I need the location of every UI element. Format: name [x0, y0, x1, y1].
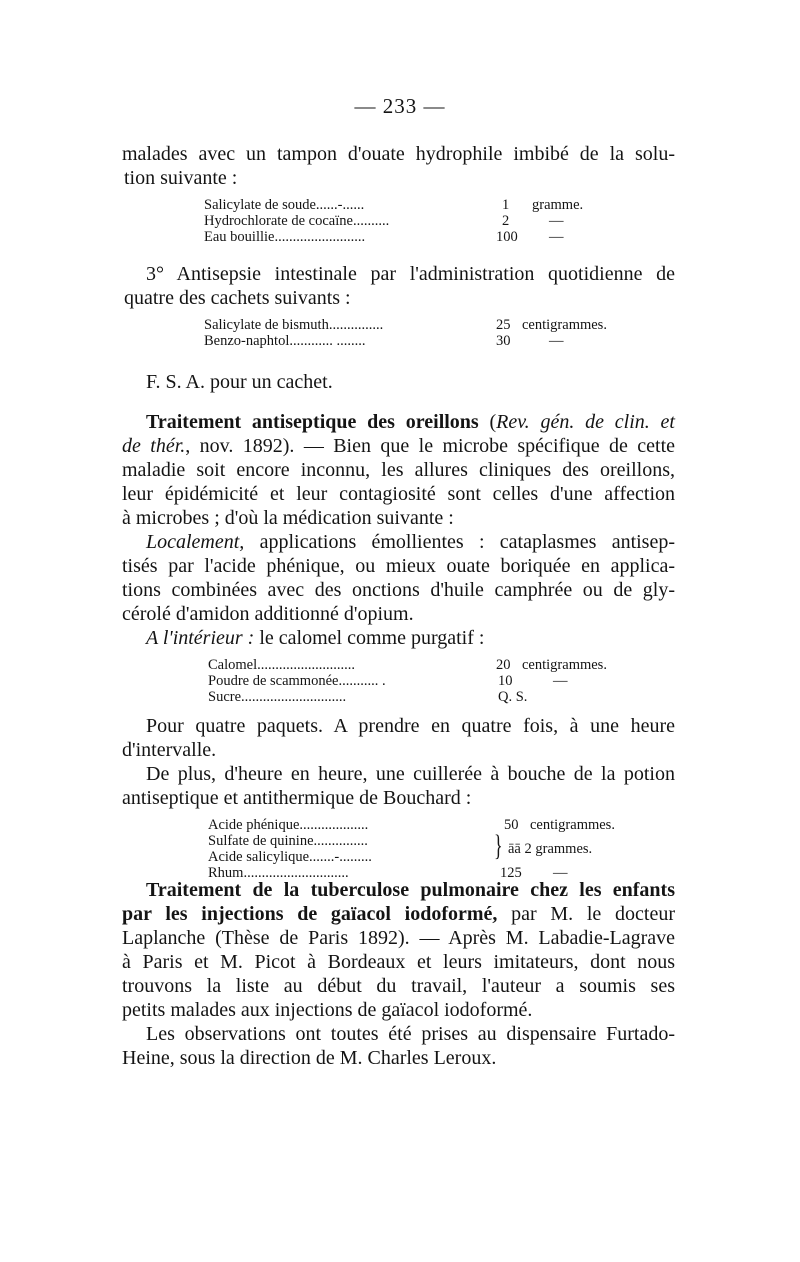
ingredient-unit: — — [549, 229, 564, 245]
tuberculose-heading-line-2 — [122, 902, 675, 926]
oreillons-line-3: maladie soit encore inconnu, les allures cliniques des oreillons, — [122, 459, 675, 481]
observations-line-2: Heine, sous la direction de M. Charles Leroux. — [122, 1047, 497, 1069]
ingredient-qty: 30 — [496, 333, 511, 349]
journal-ref: Rev. gén. de clin. et — [496, 411, 675, 433]
interieur-line — [146, 626, 484, 650]
section-heading-2: par les injections de gaïacol iodoformé, — [122, 903, 498, 925]
intro-line-1: malades avec un tampon d'ouate hydrophile imbibé de la solu- — [122, 143, 675, 165]
oreillons-line-2 — [122, 434, 675, 458]
ingredient-qty: 1 — [502, 197, 510, 213]
ingredient-qty: 50 — [504, 817, 519, 833]
fsa-line: F. S. A. pour un cachet. — [146, 371, 333, 393]
ingredient-qty: 100 — [496, 229, 518, 245]
tuberculose-line-3: Laplanche (Thèse de Paris 1892). — Après M. Labadie-Lagrave — [122, 927, 675, 949]
ingredient-unit: — — [553, 865, 568, 881]
paquets-line-1: Pour quatre paquets. A prendre en quatre fois, à une heure — [146, 715, 675, 737]
ingredient-unit: gramme. — [532, 197, 584, 213]
localement-line-3: tions combinées avec des onctions d'huile camphrée ou de gly- — [122, 579, 675, 601]
ingredient-qty: Q. S. — [498, 689, 528, 705]
oreillons-line-4: leur épidémicité et leur contagiosité sont celles d'une affection — [122, 483, 675, 505]
brace-icon: } — [494, 829, 503, 862]
ingredient-unit: — — [549, 333, 564, 349]
ingredient-name: Salicylate de soude......-...... — [204, 197, 365, 213]
ingredient-qty: 2 — [502, 213, 510, 229]
paquets-line-4: antiseptique et antithermique de Bouchard : — [122, 787, 472, 809]
tuberculose-line-4: à Paris et M. Picot à Bordeaux et leurs imitateurs, dont nous — [122, 951, 675, 973]
interieur-text: le calomel comme purgatif : — [254, 627, 485, 649]
brace-label: āā 2 grammes. — [508, 841, 593, 857]
ingredient-name: Calomel........................... — [208, 657, 356, 673]
section3-line-1: 3° Antisepsie intestinale par l'administration quotidienne de — [146, 263, 675, 285]
tuberculose-author: par M. le docteur — [497, 903, 675, 925]
ingredient-unit: — — [553, 673, 568, 689]
tuberculose-line-5: trouvons la liste au début du travail, l'auteur a soumis ses — [122, 975, 675, 997]
tuberculose-heading-line-1 — [146, 878, 675, 902]
section-heading: Traitement antiseptique des oreillons — [146, 411, 479, 433]
ingredient-qty: 20 — [496, 657, 511, 673]
page-number: — 233 — — [354, 94, 446, 118]
ingredient-name: Eau bouillie......................... — [204, 229, 366, 245]
localement-text: applications émollientes : cataplasmes antisep- — [244, 531, 675, 553]
ingredient-qty: 25 — [496, 317, 511, 333]
oreillons-line-5: à microbes ; d'où la médication suivante : — [122, 507, 454, 529]
ingredient-unit: centigrammes. — [522, 317, 607, 333]
ingredient-qty: 125 — [500, 865, 522, 881]
localement-line — [146, 530, 675, 554]
localement-label: Localement, — [146, 531, 245, 553]
localement-line-4: cérolé d'amidon additionné d'opium. — [122, 603, 414, 625]
ingredient-name: Poudre de scammonée........... . — [208, 673, 386, 689]
ingredient-unit: centigrammes. — [530, 817, 615, 833]
ingredient-name: Sucre............................. — [208, 689, 347, 705]
tuberculose-line-6: petits malades aux injections de gaïacol iodoformé. — [122, 999, 533, 1021]
paquets-line-3: De plus, d'heure en heure, une cuillerée à bouche de la potion — [146, 763, 675, 785]
interieur-label: A l'intérieur : — [146, 627, 255, 649]
ingredient-name: Benzo-naphtol............ ........ — [204, 333, 366, 349]
ingredient-unit: centigrammes. — [522, 657, 607, 673]
intro-line-2: tion suivante : — [124, 167, 238, 189]
ingredient-name: Salicylate de bismuth............... — [204, 317, 384, 333]
ingredient-name: Acide phénique................... — [208, 817, 369, 833]
localement-line-2: tisés par l'acide phénique, ou mieux ouate boriquée en applica- — [122, 555, 675, 577]
observations-line-1: Les observations ont toutes été prises au dispensaire Furtado- — [146, 1023, 675, 1045]
oreillons-heading-line — [146, 410, 675, 434]
journal-ref-2: de thér. — [122, 435, 186, 457]
ingredient-name: Acide salicylique.......-......... — [208, 849, 372, 865]
ingredient-qty: 10 — [498, 673, 513, 689]
ingredient-unit: — — [549, 213, 564, 229]
ingredient-name: Hydrochlorate de cocaïne.......... — [204, 213, 390, 229]
ref-open: ( — [478, 411, 497, 433]
ingredient-name: Rhum............................. — [208, 865, 349, 881]
section3-line-2: quatre des cachets suivants : — [124, 287, 351, 309]
ingredient-name: Sulfate de quinine............... — [208, 833, 368, 849]
ref-rest: , nov. 1892). — Bien que le microbe spécifique de cette — [185, 435, 675, 457]
section-heading: Traitement de la tuberculose pulmonaire chez les enfants — [146, 879, 675, 901]
paquets-line-2: d'intervalle. — [122, 739, 217, 761]
